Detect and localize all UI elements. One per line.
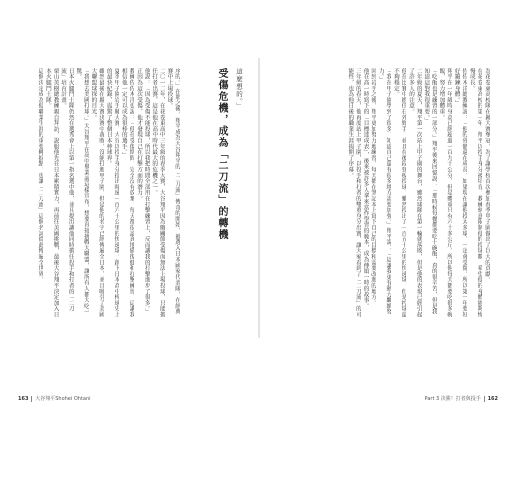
text-column: 二〇一二年，在花卷東高中三年級的春季大賽，大谷翔平因為髖關節受傷而無法上場投球，只能擔任打者出賽，這是他在高中時代最大的危機之一。: [151, 68, 165, 318]
text-column: 「吃飯也是練習的一部分。」翔平後來回憶說：「那時候每餐都要吃十碗飯，真的很辛苦，但是我知道這對我很重要。」: [423, 68, 437, 315]
left-page-footer: [18, 395, 91, 402]
section-lead-text: 這麼想的。」: [235, 68, 243, 110]
text-column: 這個決定成為他職業生涯的重要轉捩點，也讓「二刀流」這個名詞從此傳遍全世界。: [37, 68, 44, 283]
text-column: 他在比賽中擔任右外野手，並且在後段登板投球，雖然投出了一百五十公里的快速球，但是控球還不夠穩定。: [392, 68, 407, 318]
text-column: 教練佐佐木洋也說：「他在受傷期間，完全沒有放棄，每天都很認真地做復健和打擊練習，這讓我相信他一定可以成為很棒的選手。」: [120, 68, 135, 318]
book-gutter: [258, 58, 260, 338]
section-heading: 受傷危機，成為「二刀流」的轉機: [216, 68, 227, 241]
text-column: 為花卷東高校隊在縣大賽奪冠，為了讓學校首次參加春季甲子園做出了巨大的貢獻。: [484, 68, 490, 283]
text-column: 栗山英樹總教練親自拜訪，說服他先在日本累積實力，再前往美國挑戰，最後大谷翔平決定加入日本火腿鬥士隊。: [44, 68, 59, 318]
text-column: 「我想去美國打球。」大谷翔平在高中畢業前這樣宣布，想要直接挑戰大聯盟，讓所有人都大吃一驚。: [75, 68, 89, 315]
text-column: 佐佐木洋總教練說：「他的骨骼還在成長，如果現在讓他投太多球，一定會受傷。所以第一年要好好鍛鍊身體。」: [453, 68, 468, 318]
text-column: 他在高一時寫下的「目標達成表」，後來被許多人拿來當作學習的範本，成為傳頌一時的故事。: [362, 68, 369, 309]
text-column: 序的。」在那之後，翔平成為大谷翔平的「二刀流」傳奇的開始，被選入日本國家代表隊，在經典賽中上場投球。: [166, 68, 180, 315]
right-body-text: [270, 68, 490, 318]
text-column: 日本火腿鬥士隊仍然在選秀會上以第一指名選中他，並且提出讓他同時擔任投手和打者的「二刀流」培育計畫。: [60, 68, 74, 312]
text-column: 在花卷東高校的第一年，翔平以投手身分被培育，教練刻意限制他的投球數，希望他的身體能夠慢慢成長。: [468, 68, 483, 318]
left-body-text: [30, 68, 180, 318]
footer-divider: [484, 396, 485, 402]
text-column: 夏季甲子園岩手縣大賽，大谷以投手身分投出時速一百六十公里的快速球，創下日本高中棒球史上的最快紀錄，震驚了整個日本棒球界。: [105, 68, 120, 318]
text-column: 回到岩手之後，翔平更加努力地練習，每天都在筆記本上寫下自己的目標和需要改進的地方。: [370, 68, 377, 306]
book-spread: [30, 68, 490, 332]
text-column: 二年級的夏天，翔平第一次站上甲子園的舞台，雖然球隊在第一輪就落敗，但是他的表現已經引起了許多人的注意。: [408, 68, 422, 318]
text-column: 雖然最後在縣大賽決賽中落敗，沒能打進甲子園，但是他的名字已經傳遍全日本，並且吸引了美國大聯盟球探的目光。: [90, 68, 105, 318]
page-number: 163: [18, 395, 29, 402]
right-page: [270, 68, 490, 332]
right-page-footer: [425, 395, 498, 402]
running-head: 大谷翔平Shohei Ohtani: [35, 396, 91, 402]
chapter-heading-block: [186, 68, 244, 248]
text-column: 「我在甲子園學到了很多，知道自己還有很多地方需要加強。」翔平說：「這讓我更有動力繼續努力。」: [377, 68, 392, 315]
text-column: 他說：「因為受傷不能投球，所以我把時間全部用在打擊練習上，反而讓我的打擊進步了很多。」正因為這次受傷，他才發現自己在打擊方面的潛力。: [136, 68, 150, 315]
running-head: Part 3 決勝！打者與投手: [424, 396, 481, 402]
text-column: 三年級的春天，他再度站上甲子園，以投手和打者的雙重身分出賽，讓大家看到了「二刀流」的可能性，也為他日後的職業生涯揭開了序幕。: [347, 68, 361, 318]
left-page: [30, 68, 244, 332]
footer-divider: [31, 396, 32, 402]
text-column: 翔平在一年級時身高已經超過一百九十公分，但是體重只有六十多公斤，所以他每天都要吃很多碗飯，努力增加體重。: [438, 68, 453, 318]
page-number: 162: [487, 395, 498, 402]
